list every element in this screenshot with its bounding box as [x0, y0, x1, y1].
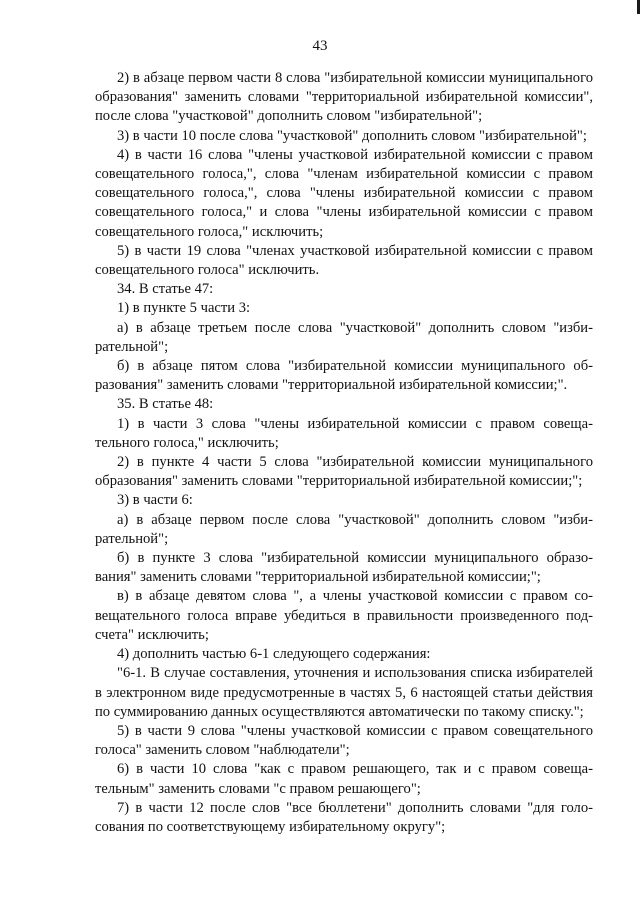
paragraph: 2) в абзаце первом части 8 слова "избирательной комиссии муниципального образования" заменить словами "территориальной избирательной комиссии", после слова "участковой" дополнить словом "избирательной";	[95, 70, 593, 125]
document-body	[95, 69, 593, 837]
paragraph: 6) в части 10 слова "как с правом решающего, так и с правом совещательным" заменить словами "с правом решающего";	[95, 761, 593, 797]
paragraph: 5) в части 9 слова "члены участковой комиссии с правом совещательного голоса" заменить словом "наблюдатели";	[95, 722, 593, 759]
paragraph: а) в абзаце первом после слова "участковой" дополнить словом "избирательной";	[95, 511, 593, 547]
paragraph: 1) в части 3 слова "члены избирательной комиссии с правом совещательного голоса," исключить;	[95, 415, 593, 451]
paragraph: б) в пункте 3 слова "избирательной комиссии муниципального образования" заменить словами "территориальной избирательной комиссии;";	[95, 550, 593, 586]
paragraph: 4) в части 16 слова "члены участковой избирательной комиссии с правом совещательного голоса,", слова "членам избирательной комиссии с правом совещательного голоса,", слова "члены избирательной комиссии с правом совещательного голоса," и слова "члены избирательной комиссии с правом совещательного голоса," исключить;	[95, 146, 593, 240]
section-heading: 34. В статье 47:	[117, 281, 214, 298]
paragraph: б) в абзаце пятом слова "избирательной комиссии муниципального образования" заменить словами "территориальной избирательной комиссии;".	[95, 358, 593, 394]
paragraph: "6-1. В случае составления, уточнения и использования списка избирателей в электронном виде предусмотренные в частях 5, 6 настоящей статьи действия по суммированию данных осуществляются автоматически по такому списку.";	[95, 665, 593, 720]
paragraph: 4) дополнить частью 6-1 следующего содержания:	[117, 646, 431, 663]
paragraph: 2) в пункте 4 части 5 слова "избирательной комиссии муниципального образования" заменить словами "территориальной избирательной комиссии;";	[95, 454, 593, 490]
page-number: 43	[312, 38, 328, 54]
paragraph: а) в абзаце третьем после слова "участковой" дополнить словом "избирательной";	[95, 319, 593, 355]
paragraph: 3) в части 10 после слова "участковой" дополнить словом "избирательной";	[117, 127, 587, 144]
paragraph: 3) в части 6:	[117, 492, 193, 509]
paragraph: 5) в части 19 слова "членах участковой избирательной комиссии с правом совещательного голоса" исключить.	[95, 242, 593, 279]
section-heading: 35. В статье 48:	[117, 396, 214, 413]
paragraph: 7) в части 12 после слов "все бюллетени" дополнить словами "для голосования по соответствующему избирательному округу";	[95, 799, 593, 835]
paragraph: в) в абзаце девятом слова ", а члены участковой комиссии с правом совещательного голоса вправе убедиться в правильности произведенного подсчета" исключить;	[95, 588, 593, 643]
paragraph: 1) в пункте 5 части 3:	[117, 300, 251, 317]
